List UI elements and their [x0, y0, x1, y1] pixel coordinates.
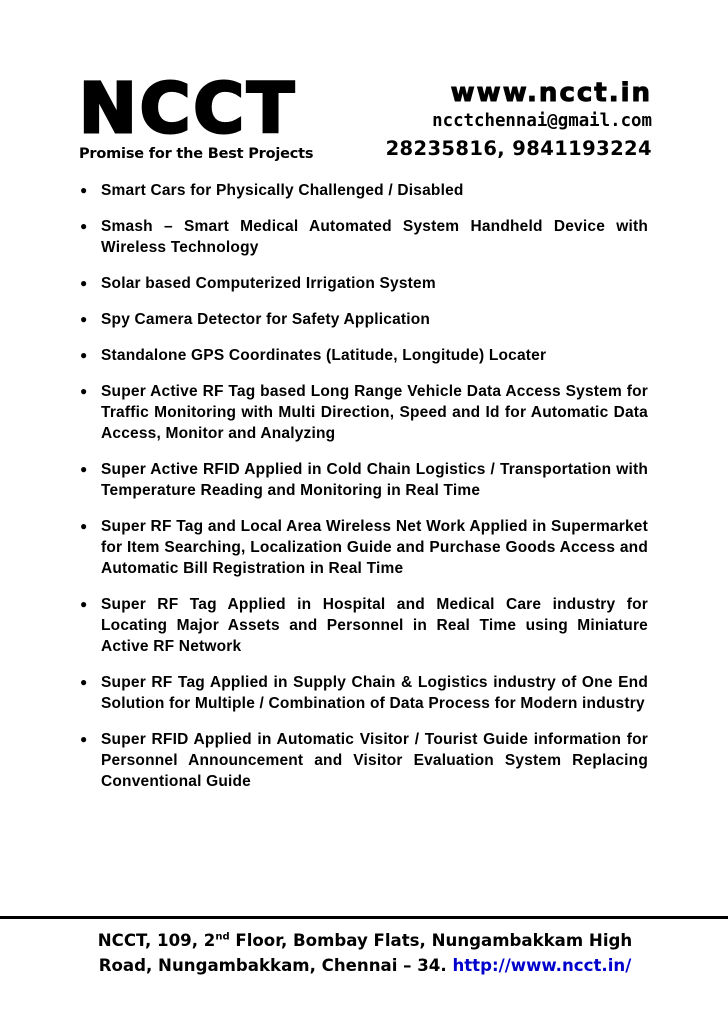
email-address[interactable]: ncctchennai@gmail.com [432, 111, 652, 131]
list-item [80, 516, 648, 579]
bullet-icon: ● [80, 384, 88, 398]
footer-divider [0, 916, 728, 919]
bullet-icon: ● [80, 183, 88, 197]
bullet-icon: ● [80, 597, 88, 611]
address-line-start: NCCT, 109, 2 [97, 931, 216, 950]
list-item-text: Super RF Tag and Local Area Wireless Net Work Applied in Supermarket for Item Searching, Localization Guide and Purchase Goods Access and Automatic Bill Registration in Real Time [101, 518, 648, 577]
list-item [80, 309, 648, 330]
list-item [80, 729, 648, 792]
list-item [80, 273, 648, 294]
list-item-text: Super Active RFID Applied in Cold Chain Logistics / Transportation with Temperature Reading and Monitoring in Real Time [101, 461, 648, 499]
bullet-icon: ● [80, 312, 88, 326]
bullet-icon: ● [80, 519, 88, 533]
footer-url-link[interactable]: http://www.ncct.in/ [452, 956, 632, 975]
list-item [80, 381, 648, 444]
bullet-icon: ● [80, 276, 88, 290]
list-item [80, 216, 648, 258]
list-item [80, 459, 648, 501]
list-item [80, 345, 648, 366]
address-line-rest: Floor, Bombay Flats, Nungambakkam High Road, Nungambakkam, Chennai – 34. [98, 931, 633, 975]
bullet-icon: ● [80, 348, 88, 362]
list-item-text: Super RF Tag Applied in Supply Chain & Logistics industry of One End Solution for Multiple / Combination of Data Process for Modern industry [101, 674, 648, 712]
list-item-text: Smart Cars for Physically Challenged / Disabled [101, 182, 464, 199]
phone-numbers: 28235816, 9841193224 [385, 137, 652, 160]
list-item-text: Standalone GPS Coordinates (Latitude, Longitude) Locater [101, 347, 547, 364]
list-item-text: Spy Camera Detector for Safety Application [101, 311, 431, 328]
ncct-logo [79, 69, 349, 149]
tagline: Promise for the Best Projects [79, 146, 314, 162]
list-item [80, 180, 648, 201]
logo-text: NCCT [79, 69, 298, 149]
floor-ordinal: nd [215, 931, 230, 943]
footer-address [70, 928, 660, 978]
bullet-icon: ● [80, 462, 88, 476]
list-item-text: Super Active RF Tag based Long Range Vehicle Data Access System for Traffic Monitoring with Multi Direction, Speed and Id for Automatic Data Access, Monitor and Analyzing [101, 383, 648, 442]
list-item-text: Solar based Computerized Irrigation System [101, 275, 436, 292]
bullet-icon: ● [80, 219, 88, 233]
contact-block [371, 78, 652, 164]
bullet-icon: ● [80, 675, 88, 689]
list-item-text: Super RF Tag Applied in Hospital and Medical Care industry for Locating Major Assets and Personnel in Real Time using Miniature Active RF Network [101, 596, 648, 655]
letterhead [79, 69, 652, 170]
list-item-text: Super RFID Applied in Automatic Visitor / Tourist Guide information for Personnel Announcement and Visitor Evaluation System Replacing Conventional Guide [101, 731, 648, 790]
list-item-text: Smash – Smart Medical Automated System Handheld Device with Wireless Technology [101, 218, 648, 256]
bullet-icon: ● [80, 732, 88, 746]
list-item [80, 672, 648, 714]
project-list [80, 180, 648, 807]
list-item [80, 594, 648, 657]
website-link[interactable]: www.ncct.in [450, 78, 652, 108]
